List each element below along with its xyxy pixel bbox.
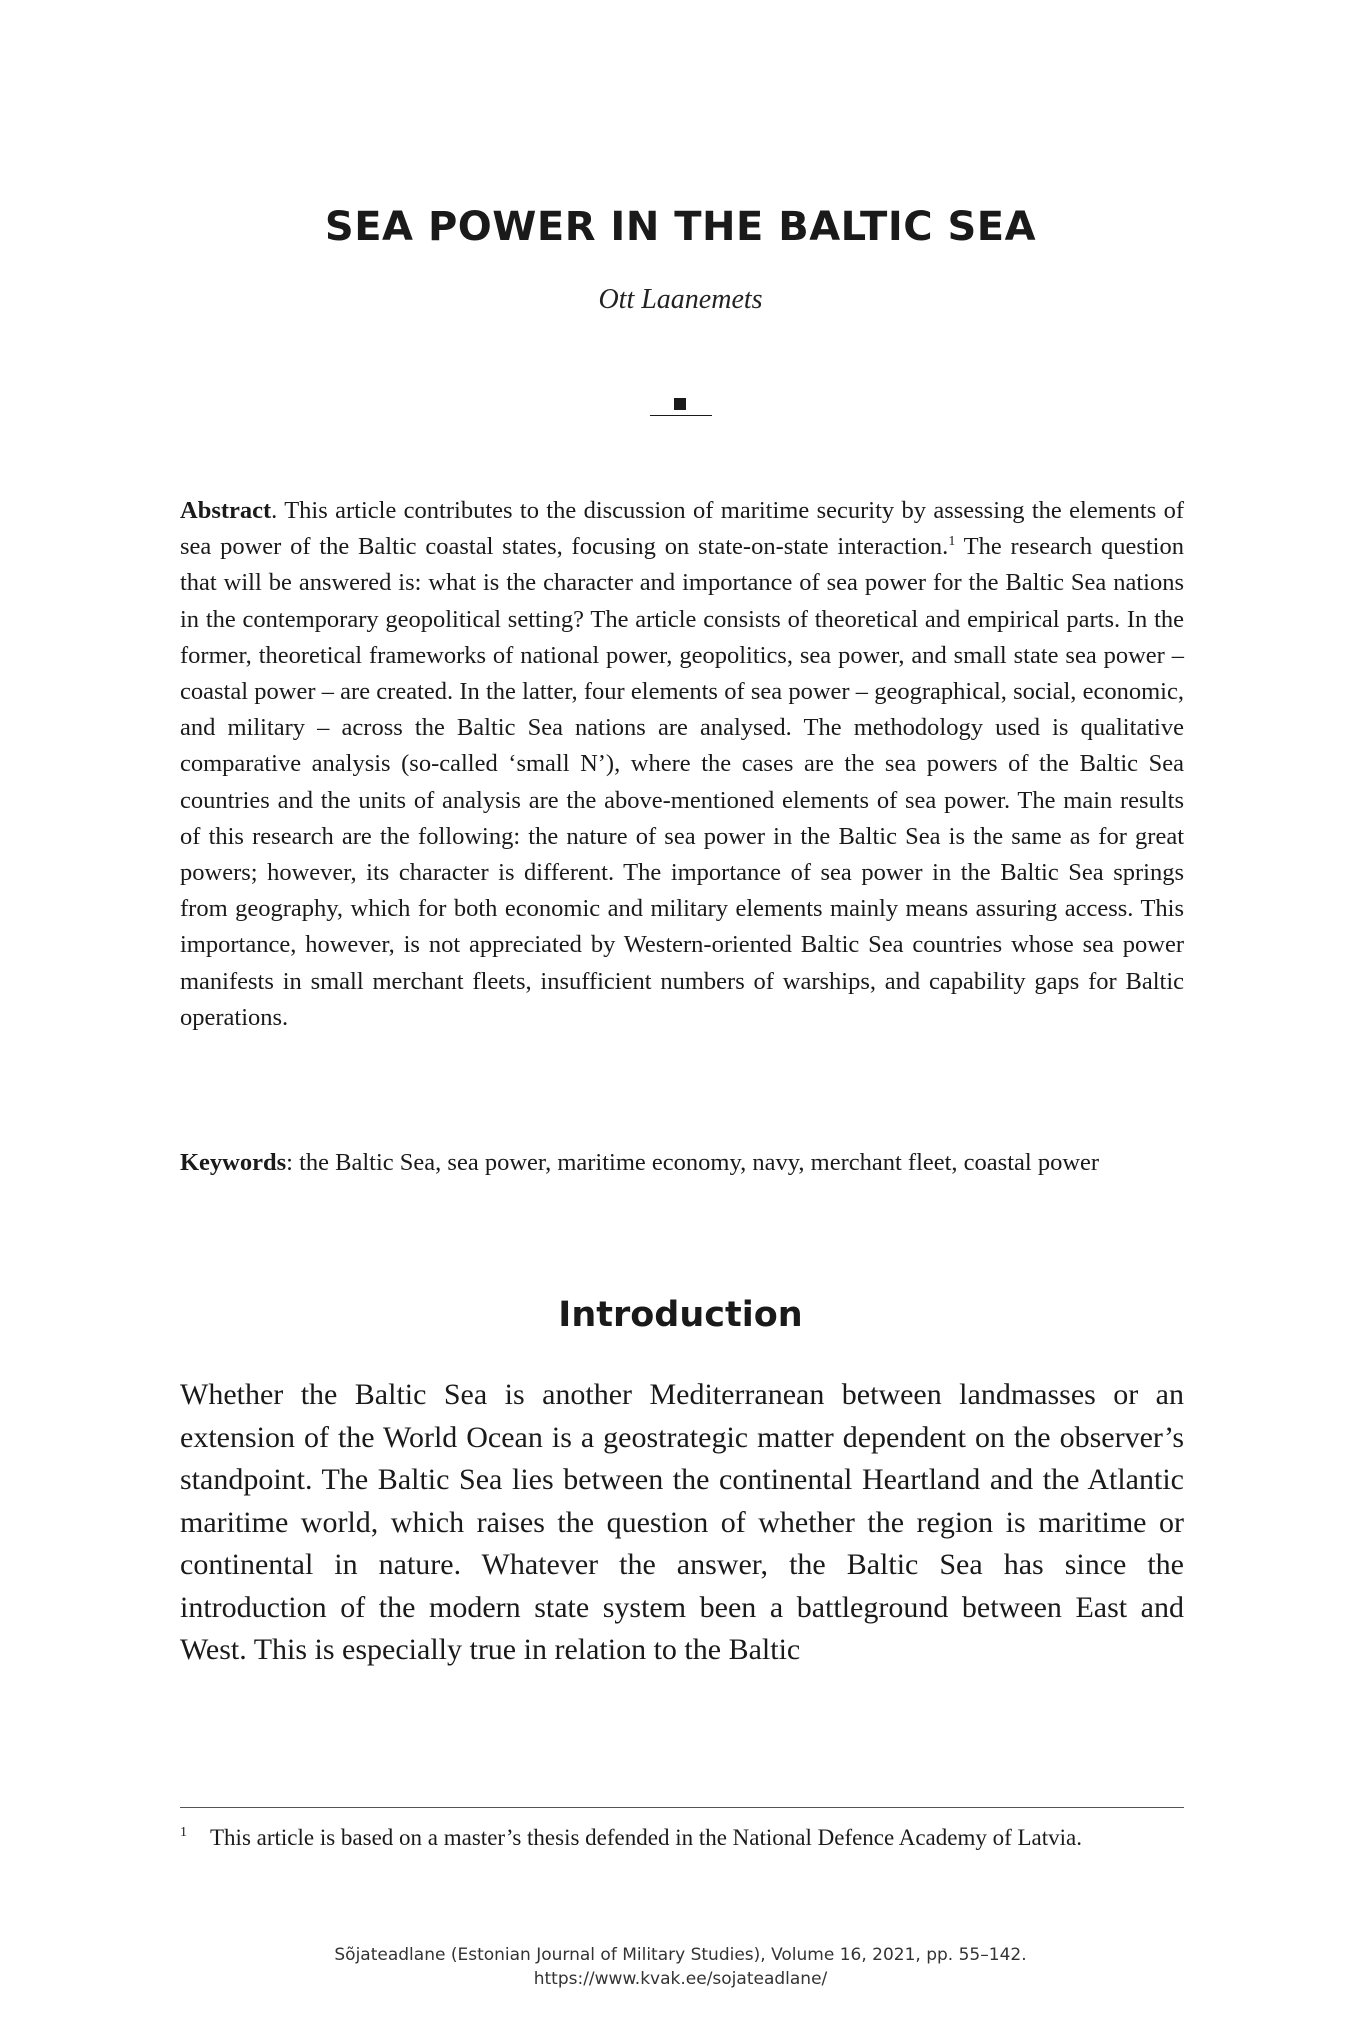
section-ornament (650, 398, 712, 418)
keywords-text: : the Baltic Sea, sea power, maritime economy, navy, merchant fleet, coastal power (286, 1149, 1100, 1176)
introduction-paragraph: Whether the Baltic Sea is another Mediterranean between landmasses or an extension of the World Ocean is a geostrategic matter dependent on the observer’s standpoint. The Baltic Sea lies between the continental Heartland and the Atlantic maritime world, which raises the question of whether the region is maritime or continental in nature. Whatever the answer, the Baltic Sea has since the introduction of the modern state system been a battleground between East and West. This is especially true in relation to the Baltic (180, 1378, 1184, 1666)
abstract-text-part-1: . This article contributes to the discussion of maritime security by assessing the elements of sea power of the Baltic coastal states, focusing on state-on-state interaction. (180, 497, 1184, 561)
footnote-text: This article is based on a master’s thesis defended in the National Defence Academy of Latvia. (210, 1825, 1082, 1850)
keywords (180, 1145, 1184, 1181)
footnote (180, 1823, 1184, 1853)
section-heading-introduction: Introduction (558, 1295, 803, 1335)
footer-url[interactable]: https://www.kvak.ee/sojateadlane/ (533, 1969, 828, 1989)
keywords-label: Keywords (180, 1149, 287, 1176)
abstract-label: Abstract (180, 497, 272, 524)
page-footer (0, 1943, 1361, 1991)
author-name: Ott Laanemets (598, 284, 763, 315)
article-title: SEA POWER IN THE BALTIC SEA (324, 204, 1037, 250)
ornament-square (674, 398, 686, 410)
footnote-marker[interactable]: 1 (948, 534, 956, 550)
abstract-text-part-2: The research question that will be answered is: what is the character and importance of sea power for the Baltic Sea nations in the contemporary geopolitical setting? The article consists of theoretical and empirical parts. In the former, theoretical frameworks of national power, geopolitics, sea power, and small state sea power – coastal power – are created. In the latter, four elements of sea power – geographical, social, economic, and military – across the Baltic Sea nations are analysed. The methodology used is qualitative comparative analysis (so-called ‘small N’), where the cases are the sea powers of the Baltic Sea countries and the units of analysis are the above-mentioned elements of sea power. The main results of this research are the following: the nature of sea power in the Baltic Sea is the same as for great powers; however, its character is different. The importance of sea power in the Baltic Sea springs from geography, which for both economic and military elements mainly means assuring access. This importance, however, is not appreciated by Western-oriented Baltic Sea countries whose sea power manifests in small merchant fleets, insufficient numbers of warships, and capability gaps for Baltic operations. (180, 533, 1184, 1031)
abstract (180, 493, 1184, 1036)
footnote-number: 1 (180, 1825, 187, 1840)
ornament-rule (650, 415, 712, 416)
footnote-divider (180, 1807, 1184, 1808)
footer-citation: Sõjateadlane (Estonian Journal of Military Studies), Volume 16, 2021, pp. 55–142. (334, 1945, 1027, 1965)
